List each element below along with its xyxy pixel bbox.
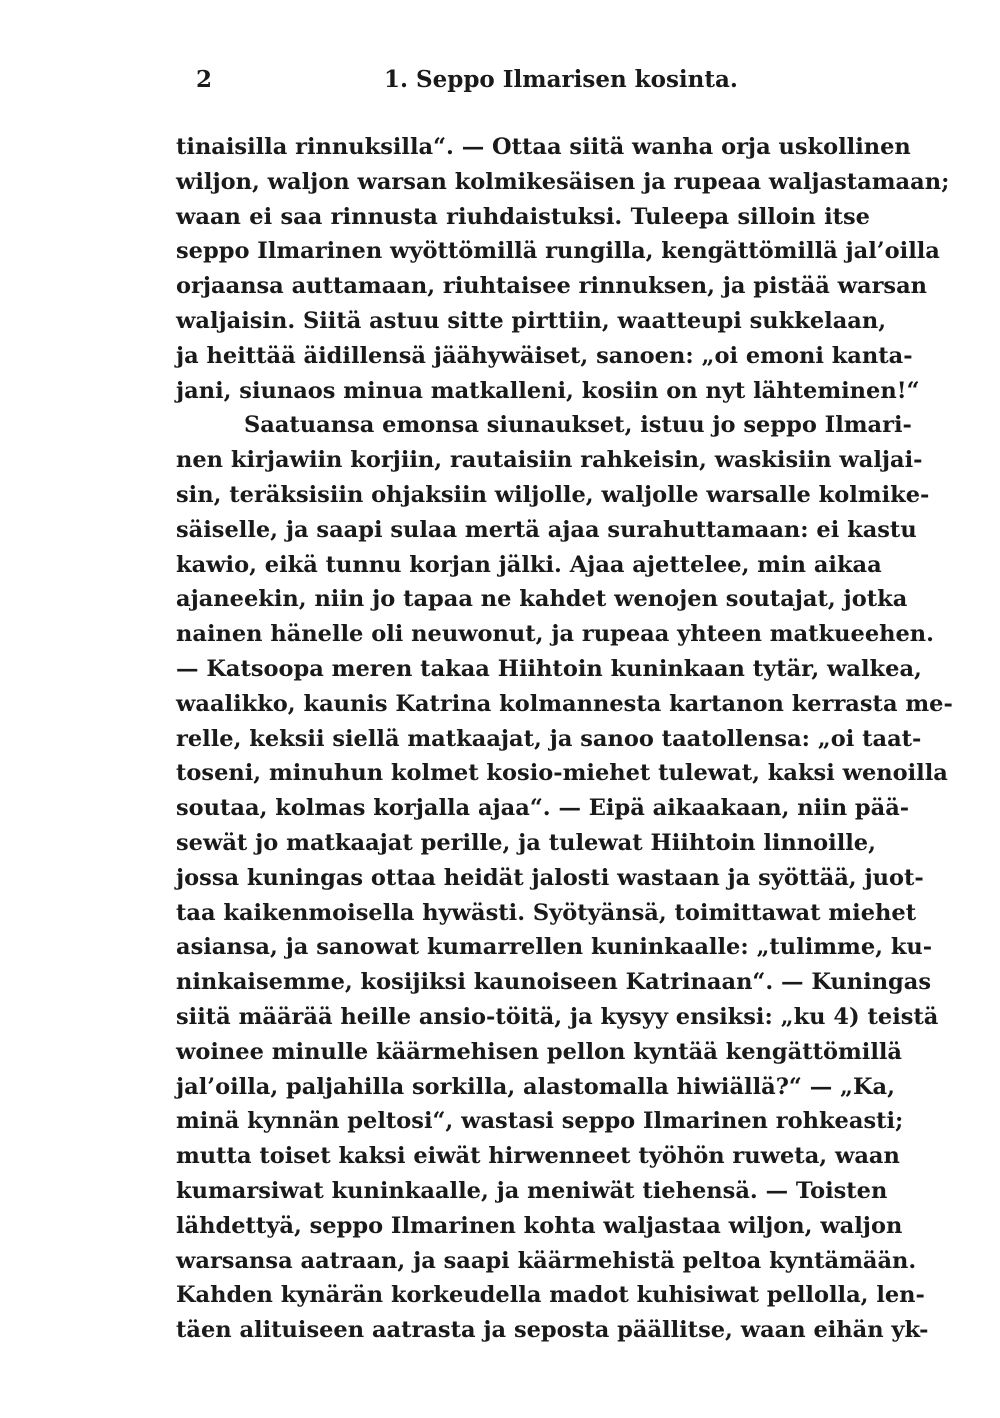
page-number: 2: [196, 66, 213, 93]
text-line: lähdettyä, seppo Ilmarinen kohta waljastaa wiljon, waljon: [176, 1212, 903, 1239]
text-line: sewät jo matkaajat perille, ja tulewat Hiihtoin linnoille,: [176, 829, 876, 856]
text-line: ajaneekin, niin jo tapaa ne kahdet wenojen soutajat, jotka: [176, 586, 908, 613]
text-line: warsansa aatraan, ja saapi käärmehistä peltoa kyntämään.: [176, 1247, 917, 1274]
text-line: kumarsiwat kuninkaalle, ja meniwät tiehensä. — Toisten: [176, 1177, 888, 1204]
text-line: wiljon, waljon warsan kolmikesäisen ja rupeaa waljastamaan;: [176, 168, 950, 195]
text-line: nen kirjawiin korjiin, rautaisiin rahkeisin, waskisiin waljai-: [176, 447, 923, 474]
page-header: [196, 66, 876, 96]
text-line: sin, teräksisiin ohjaksiin wiljolle, waljolle warsalle kolmike-: [176, 481, 930, 508]
text-line: jani, siunaos minua matkalleni, kosiin on nyt lähteminen!“: [176, 377, 920, 404]
text-line: ninkaisemme, kosijiksi kaunoiseen Katrinaan“. — Kuningas: [176, 969, 932, 996]
text-line: waalikko, kaunis Katrina kolmannesta kartanon kerrasta me-: [176, 690, 953, 717]
text-line: jossa kuningas ottaa heidät jalosti wastaan ja syöttää, juot-: [176, 864, 924, 891]
text-line: waan ei saa rinnusta riuhdaistuksi. Tuleepa silloin itse: [176, 203, 870, 230]
text-line: Saatuansa emonsa siunaukset, istuu jo seppo Ilmari-: [244, 412, 912, 439]
text-line: minä kynnän peltosi“, wastasi seppo Ilmarinen rohkeasti;: [176, 1108, 904, 1135]
text-line: waljaisin. Siitä astuu sitte pirttiin, waatteupi sukkelaan,: [176, 307, 887, 334]
text-line: taa kaikenmoisella hywästi. Syötyänsä, toimittawat miehet: [176, 899, 917, 926]
text-line: relle, keksii siellä matkaajat, ja sanoo taatollensa: „oi taat-: [176, 725, 922, 752]
text-line: säiselle, ja saapi sulaa mertä ajaa surahuttamaan: ei kastu: [176, 516, 917, 543]
text-line: jal’oilla, paljahilla sorkilla, alastomalla hiwiällä?“ — „Ka,: [176, 1073, 895, 1100]
text-line: soutaa, kolmas korjalla ajaa“. — Eipä aikaakaan, niin pää-: [176, 795, 910, 822]
body-text: [176, 130, 953, 1348]
text-line: täen alituiseen aatrasta ja seposta päällitse, waan eihän yk-: [176, 1317, 929, 1344]
text-line: — Katsoopa meren takaa Hiihtoin kuninkaan tytär, walkea,: [176, 655, 922, 682]
text-line: orjaansa auttamaan, riuhtaisee rinnuksen, ja pistää warsan: [176, 273, 928, 300]
running-title: 1. Seppo Ilmarisen kosinta.: [384, 66, 738, 93]
text-line: siitä määrää heille ansio-töitä, ja kysyy ensiksi: „ku 4) teistä: [176, 1003, 939, 1030]
text-line: toseni, minuhun kolmet kosio-miehet tulewat, kaksi wenoilla: [176, 760, 948, 787]
text-line: woinee minulle käärmehisen pellon kyntää kengättömillä: [176, 1038, 903, 1065]
text-line: asiansa, ja sanowat kumarrellen kuninkaalle: „tulimme, ku-: [176, 934, 933, 961]
text-line: tinaisilla rinnuksilla“. — Ottaa siitä wanha orja uskollinen: [176, 134, 911, 160]
text-line: mutta toiset kaksi eiwät hirwenneet työhön ruweta, waan: [176, 1143, 900, 1170]
text-line: ja heittää äidillensä jäähywäiset, sanoen: „oi emoni kanta-: [176, 342, 913, 369]
text-line: Kahden kynärän korkeudella madot kuhisiwat pellolla, len-: [176, 1282, 925, 1309]
text-line: kawio, eikä tunnu korjan jälki. Ajaa ajettelee, min aikaa: [176, 551, 882, 578]
text-line: nainen hänelle oli neuwonut, ja rupeaa yhteen matkueehen.: [176, 621, 935, 648]
text-line: seppo Ilmarinen wyöttömillä rungilla, kengättömillä jal’oilla: [176, 238, 940, 265]
